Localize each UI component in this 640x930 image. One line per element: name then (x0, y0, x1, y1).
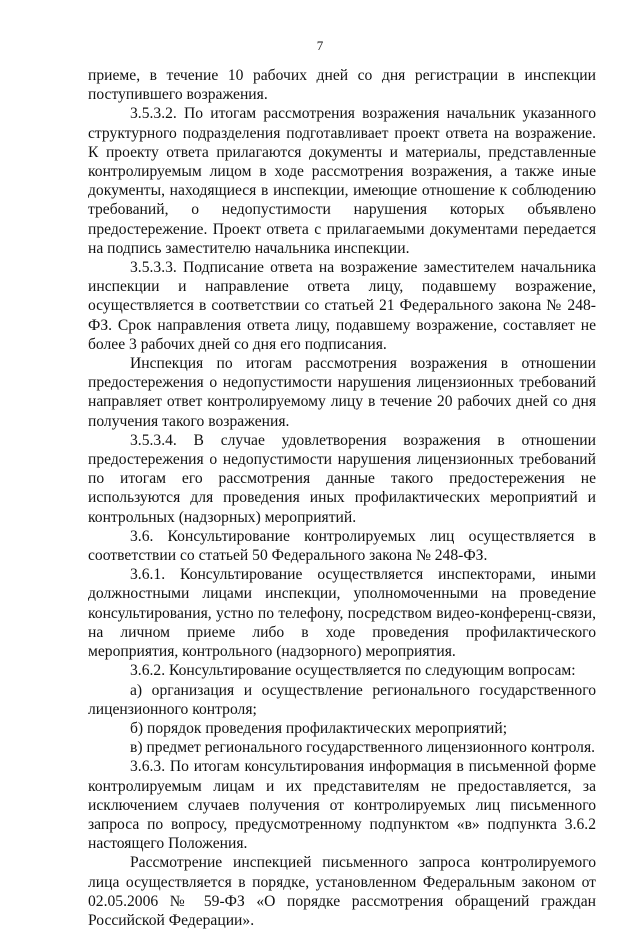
document-body (88, 66, 596, 930)
paragraph-3-6-3: 3.6.3. По итогам консультирования информация в письменной форме контролируемым лицам и их представителям не предоставляется, за исключением случаев получения от контролируемых лиц письменного запроса по вопросу, предусмотренному подпунктом «в» подпункта 3.6.2 настоящего Положения. (88, 758, 596, 853)
paragraph-3-6-2: 3.6.2. Консультирование осуществляется по следующим вопросам: (130, 662, 576, 680)
paragraph-3-5-3-3: 3.5.3.3. Подписание ответа на возражение заместителем начальника инспекции и направление ответа лицу, подавшему возражение, осуществляется в соответствии со статьей 21 Федерального закона № 248-ФЗ. Срок направления ответа лицу, подавшему возражение, составляет не более 3 рабочих дней со дня его подписания. (88, 259, 596, 353)
list-item-v: в) предмет регионального государственного лицензионного контроля. (130, 739, 596, 757)
paragraph-response-term: Инспекция по итогам рассмотрения возражения в отношении предостережения о недопустимости нарушения лицензионных требований направляет ответ контролируемому лицу в течение 20 рабочих дней со дня получения такого возражения. (88, 355, 596, 430)
paragraph-3-5-3-2: 3.5.3.2. По итогам рассмотрения возражения начальник указанного структурного подразделения подготавливает проект ответа на возражение. К проекту ответа прилагаются документы и материалы, представленные контролируемым лицом в ходе рассмотрения возражения, а также иные документы, находящиеся в инспекции, имеющие отношение к соблюдению требований, о недопустимости нарушения которых объявлено предостережение. Проект ответа с прилагаемыми документами передается на подпись заместителю начальника инспекции. (88, 105, 596, 257)
page-number: 7 (316, 38, 324, 53)
paragraph-continuation: приеме, в течение 10 рабочих дней со дня регистрации в инспекции поступившего возражения. (88, 67, 596, 104)
paragraph-written-request: Рассмотрение инспекцией письменного запроса контролируемого лица осуществляется в порядке, установленном Федеральным законом от 02.05.2006 № 59-ФЗ «О порядке рассмотрения обращений граждан Российской Федерации». (88, 854, 596, 929)
list-item-a: а) организация и осуществление регионального государственного лицензионного контроля; (88, 681, 596, 718)
paragraph-3-6: 3.6. Консультирование контролируемых лиц осуществляется в соответствии со статьей 50 Федерального закона № 248-ФЗ. (88, 527, 596, 565)
paragraph-3-5-3-4: 3.5.3.4. В случае удовлетворения возражения в отношении предостережения о недопустимости нарушения лицензионных требований по итогам его рассмотрения данные такого предостережения не используются для проведения иных профилактических мероприятий и контрольных (надзорных) мероприятий. (88, 431, 596, 526)
paragraph-3-6-1: 3.6.1. Консультирование осуществляется инспекторами, иными должностными лицами инспекции, уполномоченными на проведение консультирования, устно по телефону, посредством видео-конференц-связи, на личном приеме либо в ходе проведения профилактического мероприятия, контрольного (надзорного) мероприятия. (88, 566, 596, 661)
list-item-b: б) порядок проведения профилактических мероприятий; (130, 719, 508, 737)
